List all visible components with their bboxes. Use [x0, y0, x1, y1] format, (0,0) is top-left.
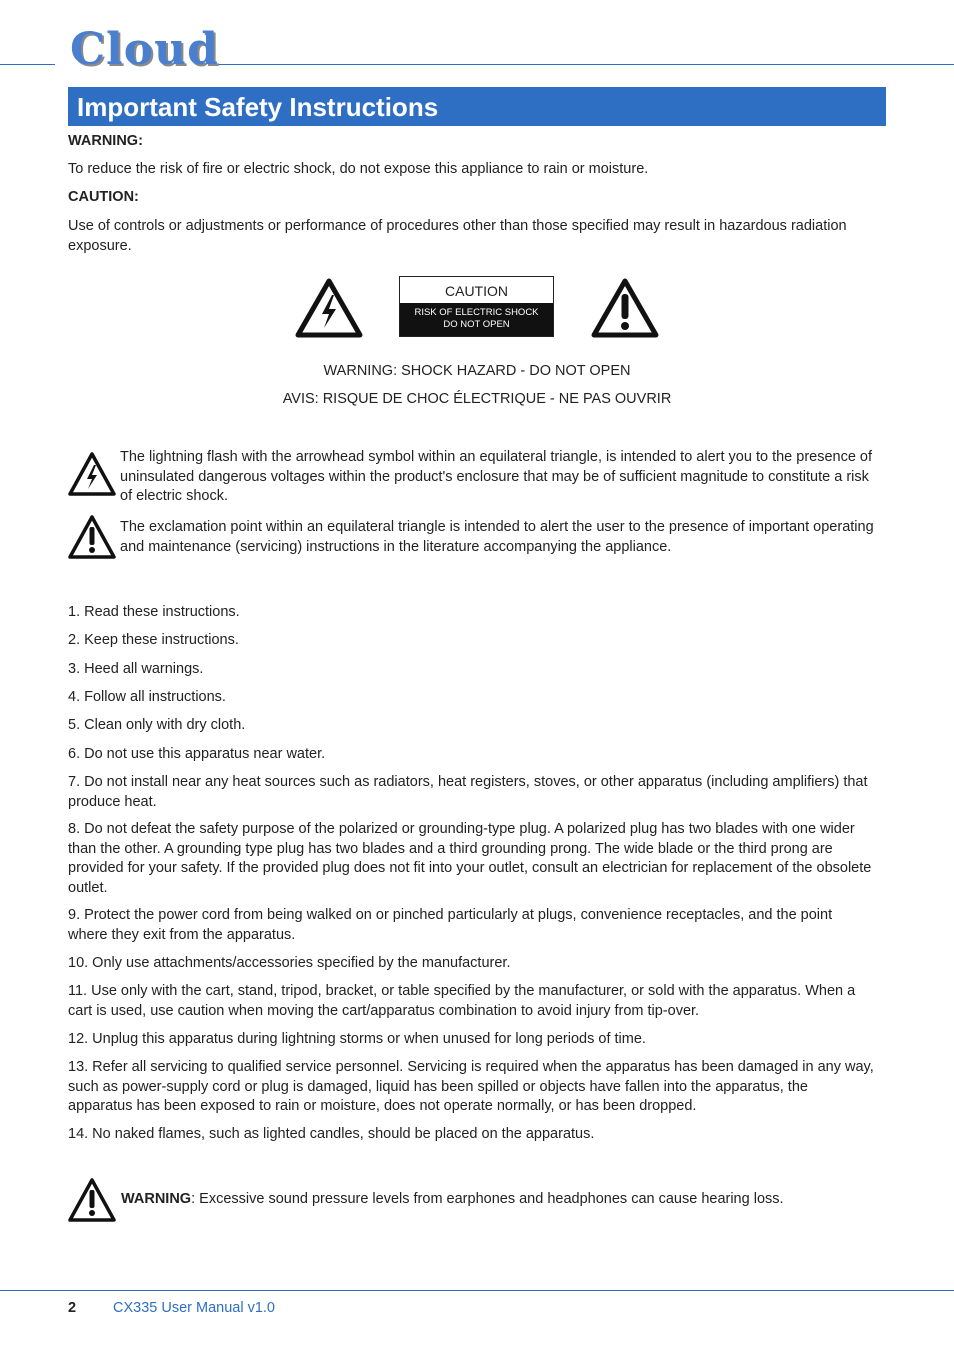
header-rule-right: [218, 64, 954, 65]
shock-avis-text: AVIS: RISQUE DE CHOC ÉLECTRIQUE - NE PAS OUVRIR: [282, 391, 672, 407]
list-item: 14. No naked flames, such as lighted candles, should be placed on the apparatus.: [68, 1126, 595, 1142]
list-item: 2. Keep these instructions.: [68, 632, 239, 648]
list-item: 11. Use only with the cart, stand, tripod, bracket, or table specified by the manufacturer, or sold with the apparatus. When a cart is used, use caution when moving the cart/apparatus combination to avoid injury from tip-over.: [68, 983, 856, 1019]
exclamation-triangle-icon: [591, 278, 659, 338]
exclamation-triangle-icon: [68, 1178, 116, 1222]
title-banner: [68, 87, 886, 126]
manual-title: CX335 User Manual v1.0: [113, 1300, 275, 1316]
caution-heading: CAUTION:: [68, 189, 139, 205]
page-number: 2: [68, 1300, 77, 1316]
exclamation-triangle-icon: [68, 515, 116, 559]
list-item: 9. Protect the power cord from being walked on or pinched particularly at plugs, convenience receptacles, and the point where they exit from the apparatus.: [68, 907, 833, 943]
caution-label-line2: DO NOT OPEN: [443, 319, 510, 330]
warning-heading: WARNING:: [68, 133, 143, 149]
list-item: 12. Unplug this apparatus during lightning storms or when unused for long periods of time.: [68, 1031, 646, 1047]
list-item: 3. Heed all warnings.: [68, 661, 204, 677]
exclamation-symbol-description: The exclamation point within an equilateral triangle is intended to alert the user to the presence of important operating and maintenance (servicing) instructions in the literature accompanying the appliance.: [120, 519, 874, 555]
caution-label-warning: [400, 303, 553, 336]
caution-label-line1: RISK OF ELECTRIC SHOCK: [414, 307, 539, 318]
caution-label-box: [399, 276, 554, 337]
footer-rule: [0, 1290, 954, 1291]
cloud-logo: Cloud: [70, 24, 219, 75]
list-item: 7. Do not install near any heat sources such as radiators, heat registers, stoves, or other apparatus (including amplifiers) that produce heat.: [68, 774, 868, 810]
list-item: 5. Clean only with dry cloth.: [68, 717, 246, 733]
hearing-warning-text: : Excessive sound pressure levels from earphones and headphones can cause hearing loss.: [191, 1191, 784, 1207]
hearing-warning-label: WARNING: [121, 1191, 192, 1207]
lightning-triangle-icon: [295, 278, 363, 338]
shock-warning-text: WARNING: SHOCK HAZARD - DO NOT OPEN: [323, 363, 631, 379]
warning-text: To reduce the risk of fire or electric shock, do not expose this appliance to rain or moisture.: [68, 161, 649, 177]
caution-label-title: CAUTION: [400, 277, 553, 303]
list-item: 6. Do not use this apparatus near water.: [68, 746, 326, 762]
list-item: 4. Follow all instructions.: [68, 689, 226, 705]
list-item: 10. Only use attachments/accessories specified by the manufacturer.: [68, 955, 511, 971]
caution-text: Use of controls or adjustments or performance of procedures other than those specified may result in hazardous radiation exposure.: [68, 218, 847, 254]
hearing-warning: [121, 1190, 881, 1210]
list-item: 1. Read these instructions.: [68, 604, 240, 620]
lightning-symbol-description: The lightning flash with the arrowhead symbol within an equilateral triangle, is intended to alert you to the presence of uninsulated dangerous voltages within the product's enclosure that may be of sufficient magnitude to constitute a risk of electric shock.: [120, 449, 873, 504]
list-item: 8. Do not defeat the safety purpose of the polarized or grounding-type plug. A polarized plug has two blades with one wider than the other. A grounding type plug has two blades and a third grounding prong. The wide blade or the third prong are provided for your safety. If the provided plug does not fit into your outlet, consult an electrician for replacement of the obsolete outlet.: [68, 821, 872, 896]
page-title: Important Safety Instructions: [77, 92, 439, 122]
lightning-triangle-icon: [68, 452, 116, 496]
list-item: 13. Refer all servicing to qualified service personnel. Servicing is required when the apparatus has been damaged in any way, such as power-supply cord or plug is damaged, liquid has been spilled or objects have fallen into the apparatus, the apparatus has been exposed to rain or moisture, does not operate normally, or has been dropped.: [68, 1059, 874, 1114]
header-rule-left: [0, 64, 55, 65]
